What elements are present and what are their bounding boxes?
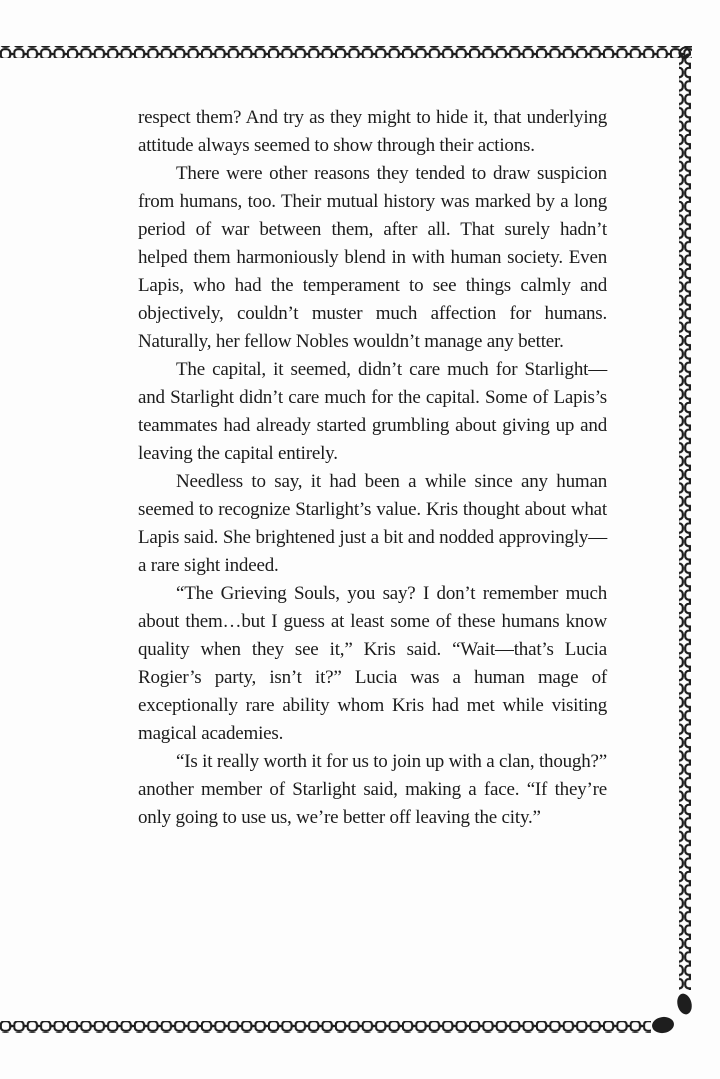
chain-corner-link (678, 46, 691, 59)
paragraph: respect them? And try as they might to hide it, that underlying attitude always seemed to show through their actions. (138, 107, 607, 156)
paragraph: “The Grieving Souls, you say? I don’t remember much about them…but I guess at least some of these humans know quality when they see it,” Kris said. “Wait—that’s Lucia Rogier’s party, isn’t it?” Lucia was a human mage of exceptionally rare ability whom Kris had met while visiting magical academies. (138, 583, 607, 744)
paragraph: Needless to say, it had been a while since any human seemed to recognize Starlight’s value. Kris thought about what Lapis said. She brightened just a bit and nodded approvingly—a rare sight indeed. (138, 471, 607, 576)
chain-right (679, 52, 691, 990)
chain-bead-icon (651, 1016, 675, 1035)
paragraph: “Is it really worth it for us to join up with a clan, though?” another member of Starlight said, making a face. “If they’re only going to use us, we’re better off leaving the city.” (138, 751, 607, 828)
paragraph: There were other reasons they tended to draw suspicion from humans, too. Their mutual history was marked by a long period of war between them, after all. That surely hadn’t helped them harmoniously blend in with human society. Even Lapis, who had the temperament to see things calmly and objectively, couldn’t muster much affection for humans. Naturally, her fellow Nobles wouldn’t manage any better. (138, 163, 607, 352)
page-text (138, 104, 607, 832)
paragraph: The capital, it seemed, didn’t care much for Starlight—and Starlight didn’t care much for the capital. Some of Lapis’s teammates had already started grumbling about giving up and leaving the capital entirely. (138, 359, 607, 464)
chain-bead-icon (675, 992, 694, 1016)
chain-bottom (0, 1021, 651, 1033)
chain-top (0, 46, 692, 58)
